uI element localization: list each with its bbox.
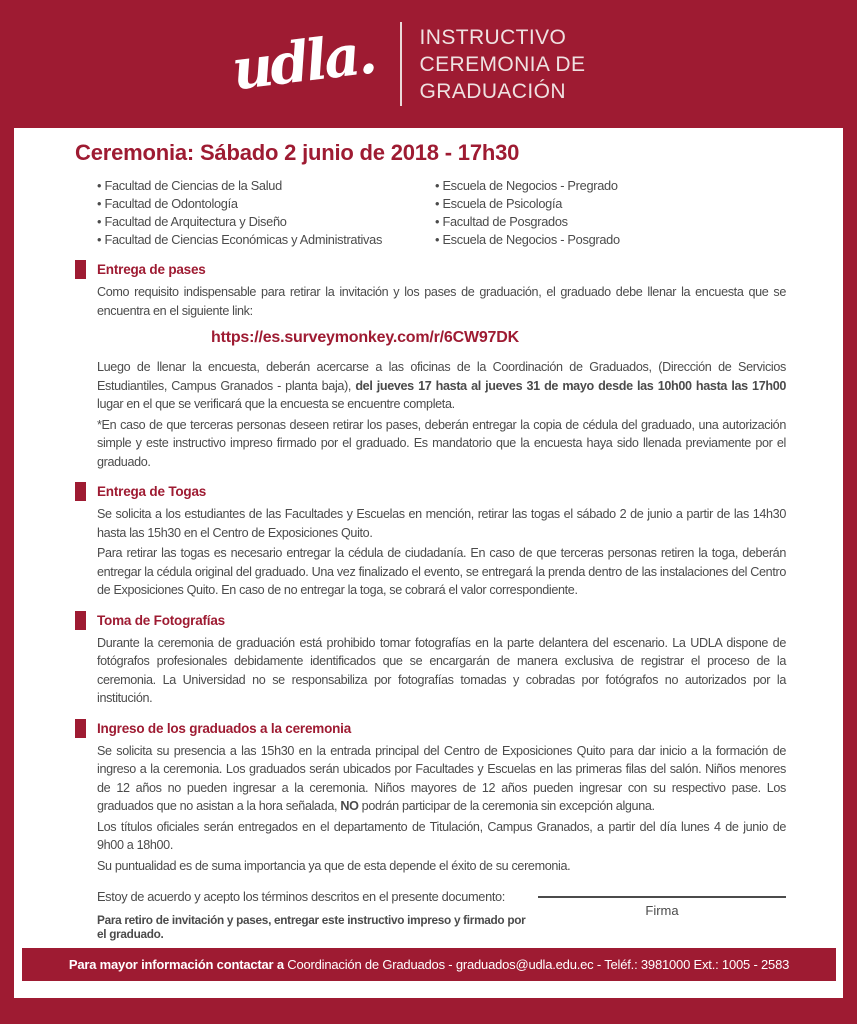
section-heading-row [75,482,786,501]
faculties-list-right [435,177,620,249]
faculty-item: • Escuela de Negocios - Pregrado [435,177,620,195]
udla-logo: udla. [228,20,378,104]
paragraph-segment: podrán participar de la ceremonia sin excepción alguna. [358,799,655,813]
page-header [0,0,837,128]
paragraph-segment: lugar en el que se verificará que la encuesta se encuentre completa. [97,397,455,411]
agreement-block [97,888,786,941]
signature-line [538,888,786,898]
footer-contact-text: Coordinación de Graduados - graduados@udla.edu.ec - Teléf.: 3981000 Ext.: 1005 - 2583 [287,957,790,972]
header-divider [400,22,402,106]
section-entrega-togas [75,482,786,600]
faculty-item: • Escuela de Negocios - Posgrado [435,231,620,249]
signature-area [538,888,786,918]
header-title-line3: GRADUACIÓN [419,79,566,103]
faculty-item: • Facultad de Arquitectura y Diseño [97,213,435,231]
paragraph: Su puntualidad es de suma importancia ya que de esta depende el éxito de su ceremonia. [97,858,571,873]
agreement-note: Para retiro de invitación y pases, entregar este instructivo impreso y firmado por el graduado. [97,913,526,941]
paragraph: Durante la ceremonia de graduación está prohibido tomar fotografías en la parte delantera del escenario. La UDLA dispone de fotógrafos profesionales debidamente identificados que se encargarán de manera exclusiva de registrar el proceso de la ceremonia. La Universidad no se responsabiliza por fotografías tomadas y cobradas por fotógrafos no autorizados por la institución. [97,635,786,705]
section-heading: Entrega de Togas [97,484,207,499]
faculties-list-left [97,177,435,249]
page-title: Ceremonia: Sábado 2 junio de 2018 - 17h30 [75,140,520,165]
header-title [420,24,586,105]
paragraph-segment: Luego de llenar la encuesta, deberán acercarse a las oficinas de la Coordinación de Graduados, (Dirección de Servicios Estudiantiles, Campus Granados - planta baja), [97,360,786,393]
paragraph: *En caso de que terceras personas deseen retirar los pases, deberán entregar la copia de cédula del graduado, una autorización simple y este instructivo impreso firmado por el graduado. Es mandatorio que la encuesta haya sido llenada previamente por el graduado. [97,417,786,469]
faculty-item: • Escuela de Psicología [435,195,620,213]
paragraph-segment: Se solicita su presencia a las 15h30 en la entrada principal del Centro de Exposiciones Quito para dar inicio a la formación de ingreso a la ceremonia. Los graduados serán ubicados por Facultades y Escuelas en las primeras filas del salón. Niños menores de 12 años no pueden ingresar a la ceremonia. Niños mayores de 12 años pueden ingresar con su respectivo pase. Los graduados que no asistan a la hora señalada, [97,743,786,813]
section-heading-row [75,719,786,738]
footer-contact-bar [22,948,836,981]
agreement-text: Estoy de acuerdo y acepto los términos descritos en el presente documento: [97,889,506,904]
section-marker [75,611,86,630]
document-content [14,128,843,941]
paragraph: Para retirar las togas es necesario entregar la cédula de ciudadanía. En caso de que terceras personas retiren la toga, deberán entregar la cédula original del graduado. Una vez finalizado el evento, se entregará la prenda dentro de las instalaciones del Centro de Exposiciones Quito. En caso de no entregar la toga, se cobrará el valor correspondiente. [97,546,786,597]
section-ingreso [75,719,786,876]
section-fotografias [75,611,786,708]
paragraph [97,742,786,816]
faculty-item: • Facultad de Ciencias de la Salud [97,177,435,195]
paragraph-segment-bold: del jueves 17 hasta al jueves 31 de mayo desde las 10h00 hasta las 17h00 [355,378,786,393]
paragraph: Se solicita a los estudiantes de las Facultades y Escuelas en mención, retirar las togas el sábado 2 de junio a partir de las 14h30 hasta las 15h30 en el Centro de Exposiciones Quito. [97,507,786,540]
section-heading: Toma de Fotografías [97,612,225,628]
paragraph: Los títulos oficiales serán entregados en el departamento de Titulación, Campus Granados, a partir del día lunes 4 de junio de 9h00 a 18h00. [97,819,786,852]
header-title-line2: CEREMONIA DE [419,52,586,76]
paragraph: Como requisito indispensable para retirar la invitación y los pases de graduación, el graduado debe llenar la encuesta que se encuentra en el siguiente link: [97,285,786,318]
paragraph-segment-bold: NO [340,799,359,813]
faculty-item: • Facultad de Ciencias Económicas y Administrativas [97,231,435,249]
section-heading: Ingreso de los graduados a la ceremonia [97,720,352,736]
section-marker [75,260,86,279]
document-card [14,128,843,998]
section-marker [75,482,86,501]
section-entrega-pases [75,260,786,471]
footer-bold-text: Para mayor información contactar a [68,957,288,972]
section-heading: Entrega de pases [97,262,206,277]
survey-link[interactable]: https://es.surveymonkey.com/r/6CW97DK [211,329,519,346]
agreement-texts [97,888,528,941]
paragraph [97,358,786,414]
section-marker [75,719,86,738]
faculties-lists [97,177,786,249]
section-heading-row [75,260,786,279]
faculty-item: • Facultad de Posgrados [435,213,620,231]
header-title-line1: INSTRUCTIVO [419,25,567,49]
section-heading-row [75,611,786,630]
signature-label: Firma [645,903,679,918]
faculty-item: • Facultad de Odontología [97,195,435,213]
